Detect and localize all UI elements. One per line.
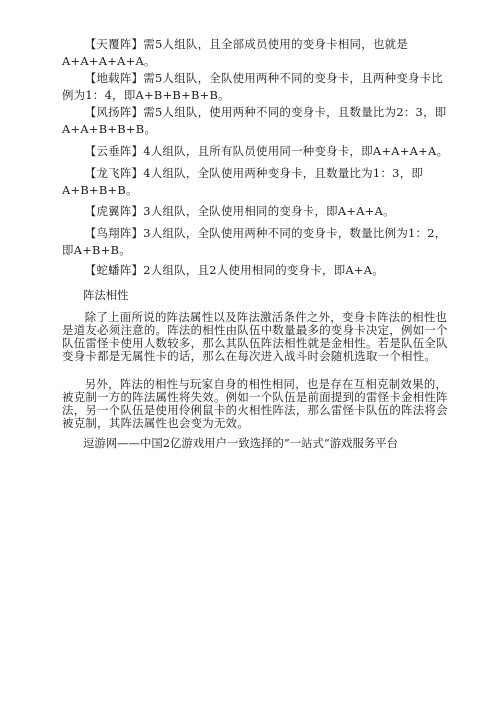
- formation-desc: 3人组队，全队使用相同的变身卡，即A+A+A。: [143, 204, 395, 218]
- paragraph-counter: 另外，阵法的相性与玩家自身的相性相同，也是存在互相克制效果的，被克制一方的阵法属性将失效。例如一个队伍是前面提到的雷怪卡金相性阵法，另一个队伍是使用伶俐鼠卡的火相性阵法，那么雷怪卡队伍的阵法将会被克制，其阵法属性也会变为无效。: [62, 377, 448, 430]
- section-heading: 阵法相性: [83, 288, 129, 302]
- formation-name: 【鸟翔阵】: [84, 226, 144, 240]
- formation-desc: 需5人组队，且全部成员使用的变身卡相同，也就是A+A+A+A+A。: [62, 37, 409, 68]
- formation-name: 【风扬阵】: [84, 105, 144, 119]
- formation-tianfu: [62, 36, 450, 70]
- formation-desc: 3人组队，全队使用两种不同的变身卡，数量比例为1：2，即A+B+B。: [62, 226, 447, 257]
- formation-dizai: [62, 70, 450, 104]
- formation-desc: 2人组队，且2人使用相同的变身卡，即A+A。: [143, 263, 384, 277]
- formation-name: 【虎翼阵】: [84, 204, 144, 218]
- formation-desc: 需5人组队，使用两种不同的变身卡，且数量比为2：3，即A+A+B+B+B。: [62, 105, 447, 136]
- footer-slogan: 逗游网——中国2亿游戏用户一致选择的”一站式“游戏服务平台: [83, 436, 399, 450]
- formation-longfei: [62, 165, 450, 199]
- formation-name: 【天覆阵】: [84, 37, 144, 51]
- formation-name: 【龙飞阵】: [84, 166, 144, 180]
- paragraph-affinity: 除了上面所说的阵法属性以及阵法激活条件之外，变身卡阵法的相性也是道友必须注意的。阵法的相性由队伍中数量最多的变身卡决定，例如一个队伍雷怪卡使用人数较多，那么其队伍阵法相性就是金相性。若是队伍全队变身卡都是无属性卡的话，那么在每次进入战斗时会随机选取一个相性。: [62, 310, 448, 363]
- formation-name: 【云垂阵】: [84, 144, 144, 158]
- formation-name: 【蛇蟠阵】: [84, 263, 144, 277]
- formation-huyi: [62, 203, 450, 220]
- formation-yunchui: [62, 143, 450, 160]
- formation-shepan: [62, 262, 450, 279]
- formation-desc: 需5人组队，全队使用两种不同的变身卡，且两种变身卡比例为1：4，即A+B+B+B+B。: [62, 71, 444, 102]
- formation-desc: 4人组队，全队使用两种变身卡，且数量比为1：3，即A+B+B+B。: [62, 166, 424, 197]
- formation-niaoxiang: [62, 225, 450, 259]
- formation-name: 【地载阵】: [84, 71, 144, 85]
- formation-desc: 4人组队，且所有队员使用同一种变身卡，即A+A+A+A。: [143, 144, 449, 158]
- formation-fengyang: [62, 104, 450, 138]
